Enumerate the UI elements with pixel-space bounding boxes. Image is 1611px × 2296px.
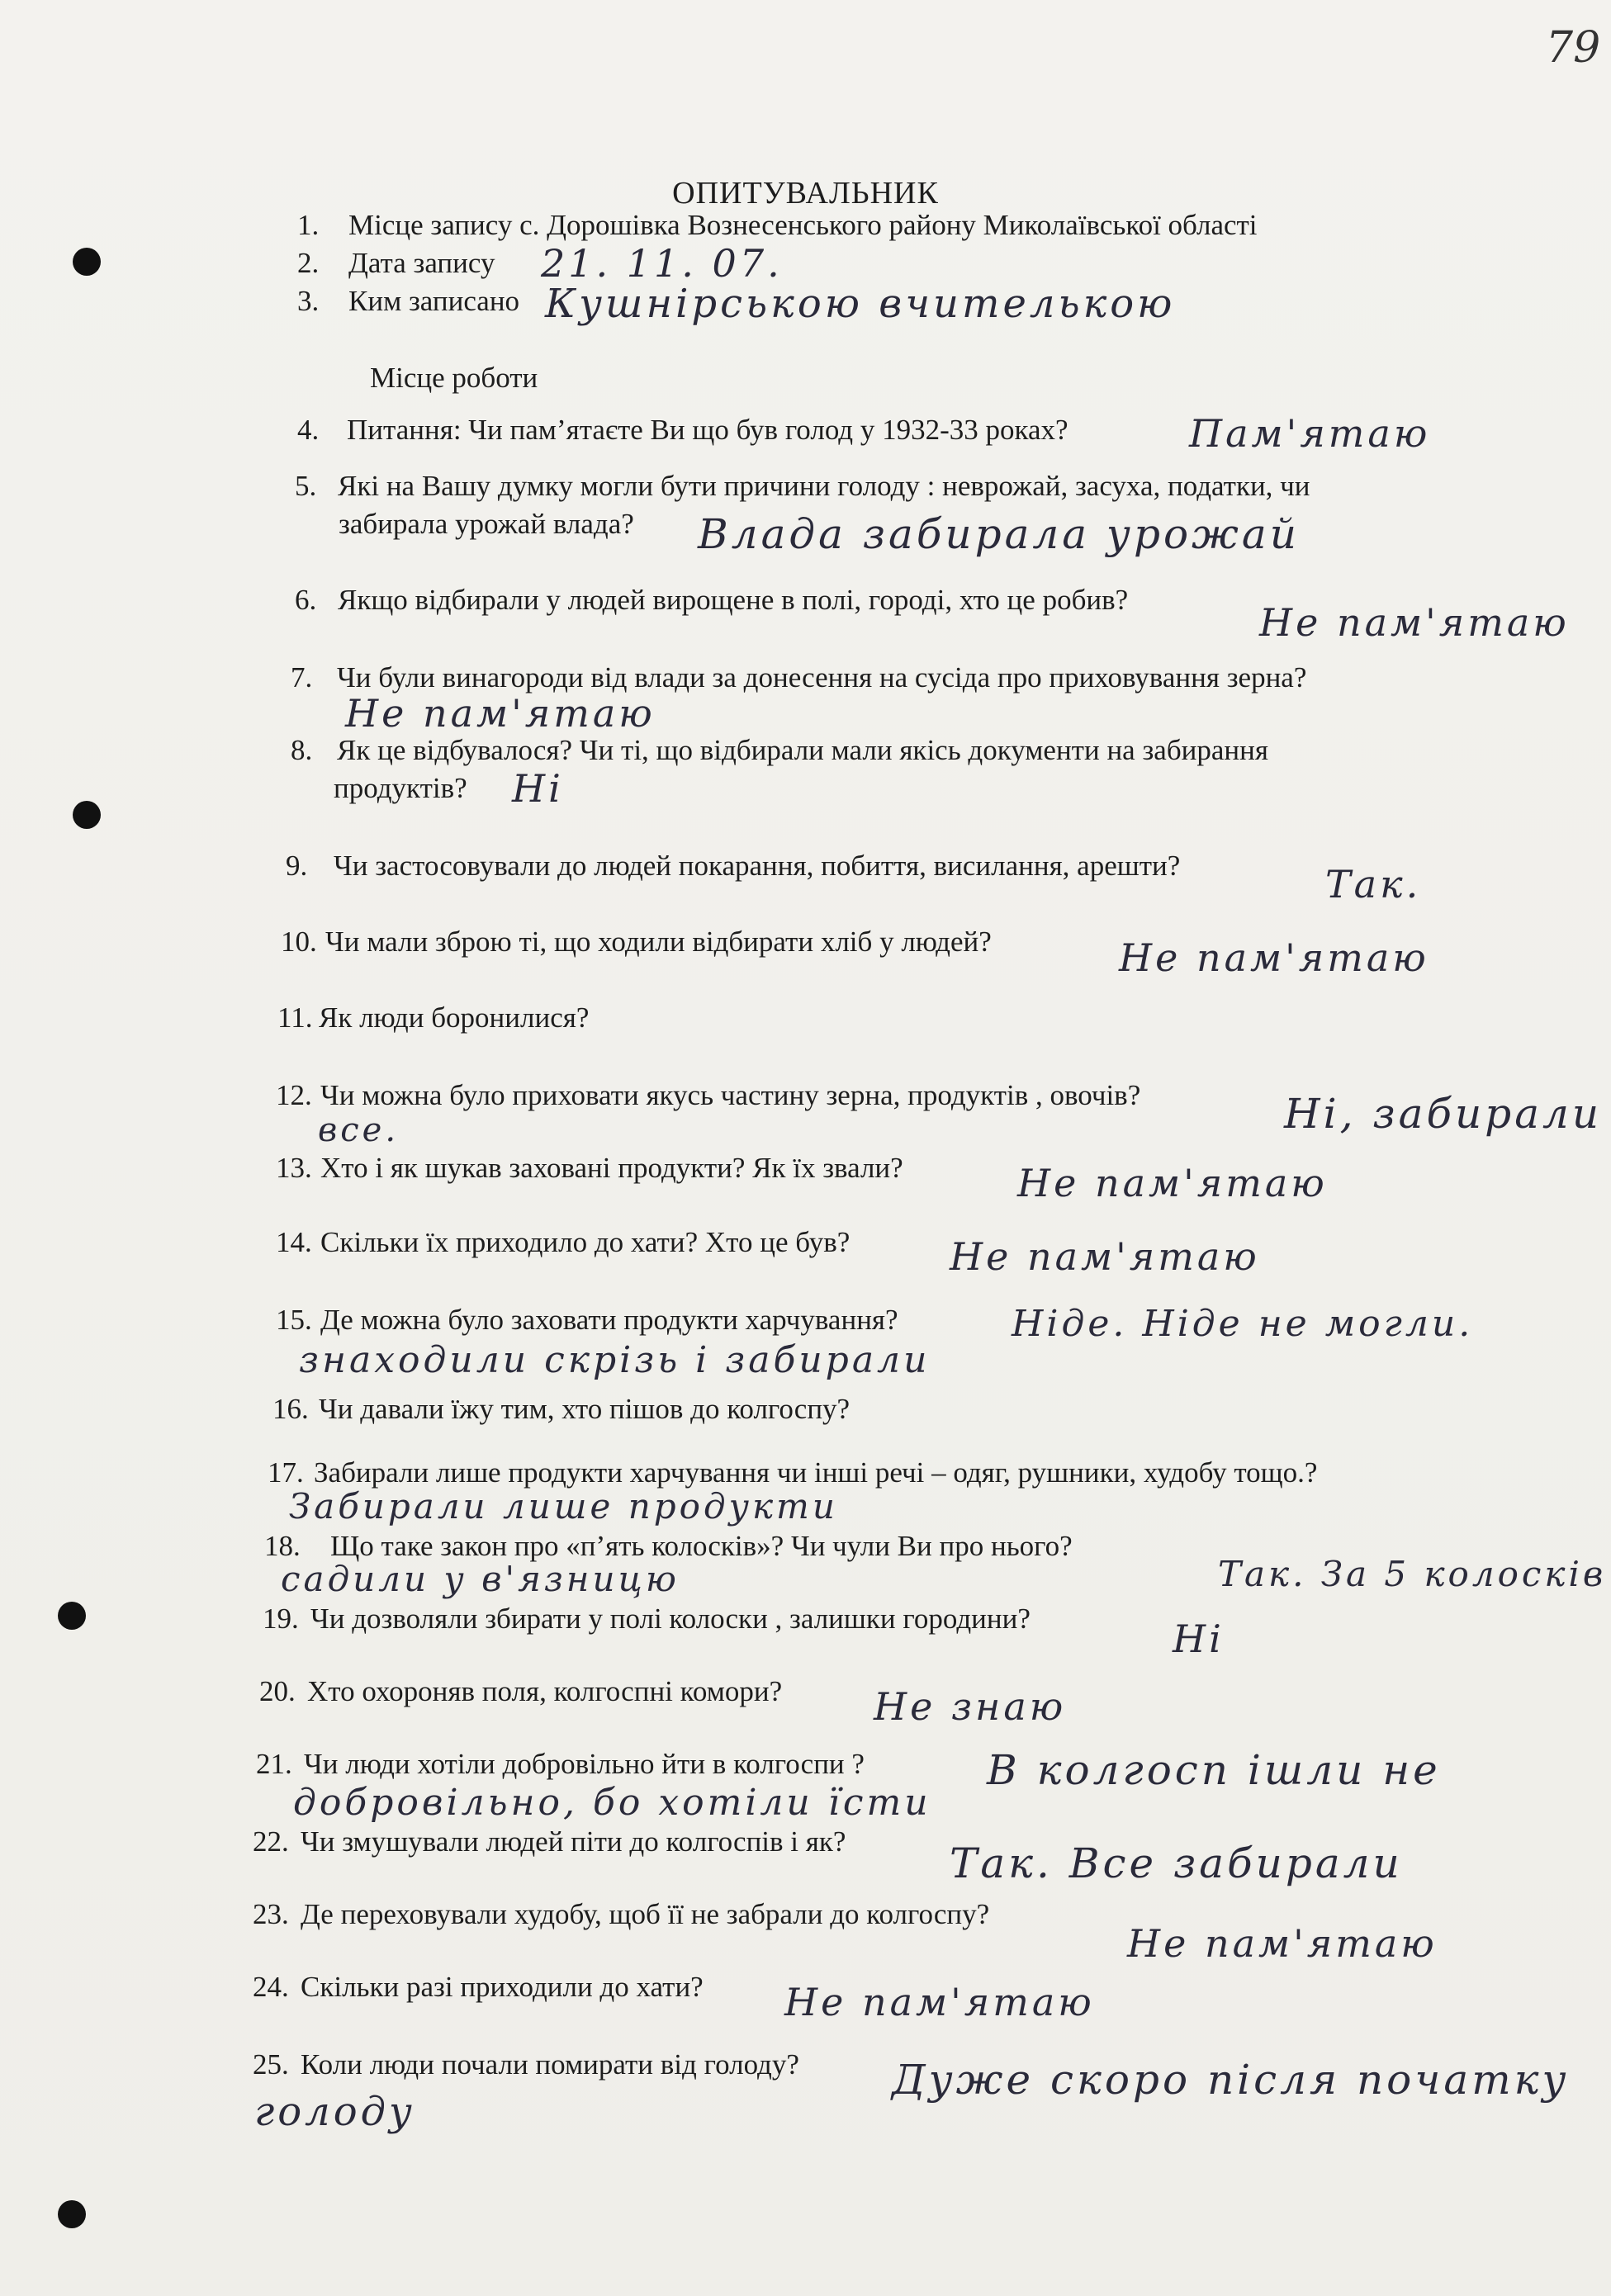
question-8 — [291, 733, 1268, 768]
header-line-place — [297, 208, 1258, 243]
question-20 — [259, 1674, 782, 1709]
answer-15-line-2: знаходили скрізь і забирали — [299, 1339, 931, 1381]
question-number: 21. — [256, 1748, 292, 1780]
question-number: 14. — [276, 1226, 312, 1258]
question-23 — [253, 1897, 989, 1932]
question-text: Якщо відбирали у людей вирощене в полі, городі, хто це робив? — [338, 584, 1129, 616]
answer-19: Ні — [1173, 1617, 1225, 1661]
answer-12: Ні, забирали — [1284, 1090, 1603, 1138]
question-number: 17. — [268, 1456, 304, 1489]
question-10 — [281, 925, 992, 959]
answer-18-line-2: садили у в'язницю — [281, 1559, 680, 1599]
item-text: Ким записано — [348, 285, 520, 317]
question-14 — [276, 1225, 850, 1260]
question-number: 6. — [295, 584, 317, 616]
question-22 — [253, 1825, 846, 1859]
answer-14: Не пам'ятаю — [950, 1234, 1260, 1279]
question-number: 13. — [276, 1152, 312, 1184]
binder-hole — [58, 2200, 86, 2228]
question-text: Які на Вашу думку могли бути причини голоду : неврожай, засуха, податки, чи — [338, 470, 1310, 502]
question-number: 9. — [286, 850, 308, 882]
answer-8: Ні — [512, 766, 564, 811]
item-text: Місце запису с. Дорошівка Вознесенського району Миколаївської області — [348, 209, 1258, 241]
question-text: Як це відбувалося? Чи ті, що відбирали мали якісь документи на забирання — [337, 734, 1268, 766]
question-text: Скільки разі приходили до хати? — [301, 1971, 704, 2003]
question-text: Чи були винагороди від влади за донесення на сусіда про приховування зерна? — [337, 661, 1307, 694]
question-text: Чи можна було приховати якусь частину зерна, продуктів , овочів? — [320, 1079, 1141, 1111]
question-number: 11. — [277, 1001, 313, 1034]
question-text: Як люди боронилися? — [319, 1001, 590, 1034]
answer-21-line-2: добровільно, бо хотіли їсти — [293, 1782, 931, 1824]
question-5 — [295, 469, 1310, 504]
question-text: Питання: Чи пам’ятаєте Ви що був голод у 1932-33 роках? — [347, 414, 1068, 446]
question-7 — [291, 660, 1306, 695]
header-line-recorder — [297, 284, 519, 319]
question-text: Чи змушували людей піти до колгоспів і як? — [301, 1825, 846, 1858]
answer-23: Не пам'ятаю — [1127, 1921, 1438, 1966]
question-11 — [277, 1001, 589, 1035]
handwritten-date: 21. 11. 07. — [541, 241, 783, 286]
question-17 — [268, 1456, 1317, 1490]
answer-17: Забирали лише продукти — [289, 1486, 838, 1527]
answer-4: Пам'ятаю — [1189, 411, 1431, 456]
question-text: Чи дозволяли збирати у полі колоски , залишки городини? — [310, 1602, 1031, 1635]
answer-22: Так. Все забирали — [950, 1839, 1403, 1887]
question-number: 15. — [276, 1304, 312, 1336]
question-5-line-2: забирала урожай влада? — [339, 508, 634, 540]
answer-6: Не пам'ятаю — [1259, 600, 1570, 645]
question-number: 18. — [264, 1530, 301, 1562]
page-number: 79 — [1546, 23, 1601, 73]
question-number: 4. — [297, 414, 320, 446]
question-text: Коли люди почали помирати від голоду? — [301, 2048, 799, 2081]
question-19 — [263, 1602, 1031, 1636]
answer-21: В колгосп ішли не — [987, 1746, 1441, 1794]
question-21 — [256, 1747, 865, 1782]
question-text: Скільки їх приходило до хати? Хто це був? — [320, 1226, 851, 1258]
question-number: 12. — [276, 1079, 312, 1111]
question-number: 25. — [253, 2048, 289, 2081]
question-number: 20. — [259, 1675, 296, 1707]
question-number: 10. — [281, 926, 317, 958]
item-number: 3. — [297, 285, 320, 317]
question-text: Що таке закон про «п’ять колосків»? Чи чули Ви про нього? — [330, 1530, 1073, 1562]
answer-20: Не знаю — [874, 1684, 1067, 1729]
item-number: 2. — [297, 247, 320, 279]
question-number: 16. — [272, 1393, 309, 1425]
binder-hole — [73, 801, 101, 829]
question-text: Чи люди хотіли добровільно йти в колгоспи ? — [304, 1748, 865, 1780]
question-text: Чи мали зброю ті, що ходили відбирати хліб у людей? — [325, 926, 992, 958]
header-line-workplace — [370, 361, 538, 395]
answer-25-line-2: голоду — [254, 2089, 415, 2135]
answer-24: Не пам'ятаю — [784, 1980, 1095, 2024]
question-number: 7. — [291, 661, 313, 694]
item-number: 1. — [297, 209, 320, 241]
question-text: Де можна було заховати продукти харчування? — [320, 1304, 898, 1336]
question-text: Хто і як шукав заховані продукти? Як їх звали? — [320, 1152, 903, 1184]
question-number: 8. — [291, 734, 313, 766]
question-12 — [276, 1078, 1140, 1113]
binder-hole — [58, 1602, 86, 1630]
question-number: 5. — [295, 470, 317, 502]
binder-hole — [73, 248, 101, 276]
question-text: Забирали лише продукти харчування чи інші речі – одяг, рушники, худобу тощо.? — [314, 1456, 1318, 1489]
question-number: 24. — [253, 1971, 289, 2003]
answer-7: Не пам'ятаю — [345, 691, 656, 736]
item-text: Місце роботи — [370, 362, 538, 394]
question-number: 19. — [263, 1602, 299, 1635]
question-text: Чи застосовували до людей покарання, побиття, висилання, арешти? — [334, 850, 1181, 882]
answer-15: Ніде. Ніде не могли. — [1012, 1303, 1474, 1345]
question-text: Де переховували худобу, щоб її не забрали до колгоспу? — [301, 1898, 990, 1930]
question-4 — [297, 413, 1068, 447]
question-number: 23. — [253, 1898, 289, 1930]
answer-9: Так. — [1325, 862, 1422, 907]
question-8-line-2: продуктів? — [334, 772, 467, 804]
answer-25: Дуже скоро після початку — [892, 2056, 1570, 2104]
item-text: Дата запису — [348, 247, 495, 279]
answer-5: Влада забирала урожай — [698, 510, 1300, 558]
question-24 — [253, 1970, 704, 2005]
question-number: 22. — [253, 1825, 289, 1858]
handwritten-recorder: Кушнірською вчителькою — [545, 281, 1176, 327]
question-25 — [253, 2047, 799, 2082]
question-9 — [286, 849, 1180, 883]
question-text: Хто охороняв поля, колгоспні комори? — [307, 1675, 783, 1707]
question-13 — [276, 1151, 903, 1186]
answer-13: Не пам'ятаю — [1017, 1161, 1328, 1205]
question-6 — [295, 583, 1128, 618]
header-line-date — [297, 246, 495, 281]
answer-12-line-2: все. — [318, 1111, 400, 1149]
document-title: ОПИТУВАЛЬНИК — [672, 176, 939, 211]
question-15 — [276, 1303, 898, 1337]
answer-18: Так. За 5 колосків — [1218, 1554, 1607, 1594]
question-16 — [272, 1392, 850, 1427]
question-text: Чи давали їжу тим, хто пішов до колгоспу? — [319, 1393, 851, 1425]
answer-10: Не пам'ятаю — [1119, 935, 1429, 980]
